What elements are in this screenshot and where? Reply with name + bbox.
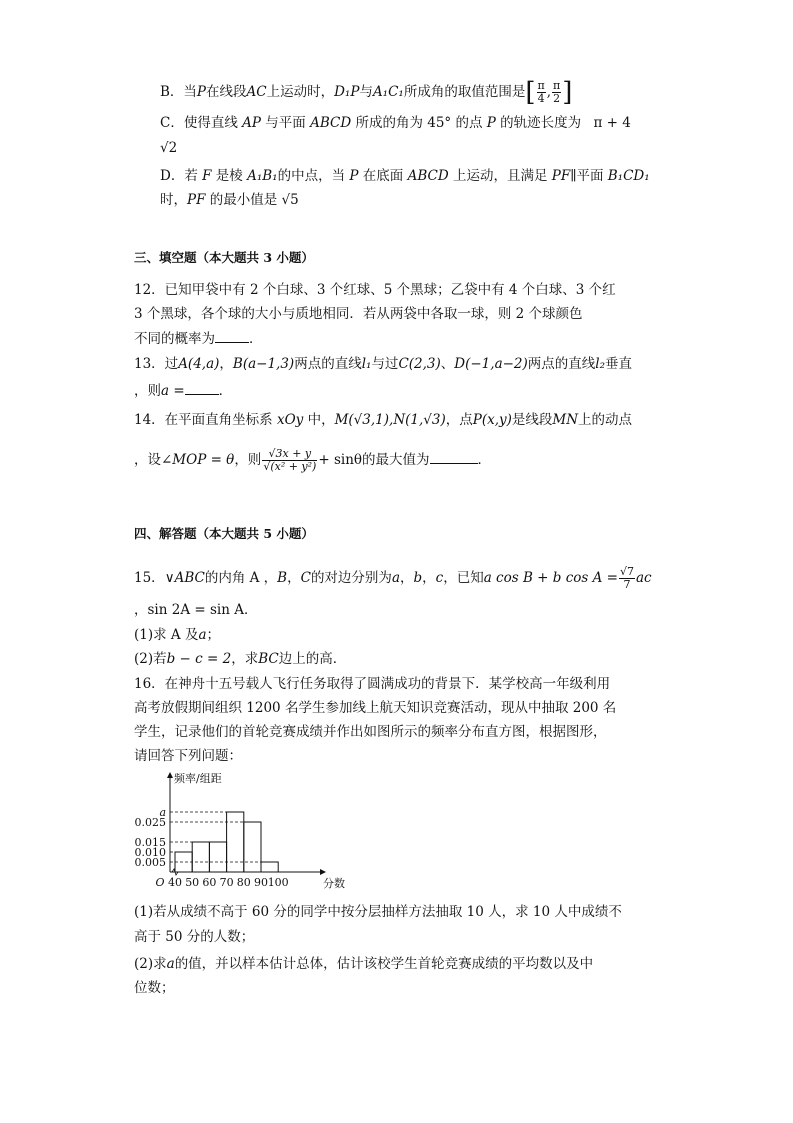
text: 上运动时， <box>266 84 335 100</box>
y-axis-arrow <box>167 772 173 778</box>
option-b: B．当P在线段AC上运动时，D₁P与A₁C₁所成角的取值范围是[ $\frac{\pi}{4}$ , $\frac{\pi}{2}$ ] <box>160 77 573 108</box>
answer-blank[interactable] <box>215 328 249 343</box>
line-d1p: D₁P <box>334 84 360 100</box>
edge-a1b1: A₁B₁ <box>247 168 278 184</box>
y-tick-label: 0.005 <box>134 856 166 869</box>
text: ∥平面 <box>570 168 604 184</box>
sqrt-2: √2 <box>160 140 178 156</box>
product-ac: ac <box>636 570 652 586</box>
y-axis-label: 频率/组距 <box>174 772 222 785</box>
var-a: a = <box>161 383 185 399</box>
right-bracket: ] <box>562 77 573 108</box>
text: ，已知 <box>443 570 484 586</box>
q15-part1 <box>134 625 220 645</box>
x-tick-label: 50 <box>185 876 200 889</box>
origin-label: O <box>155 876 165 889</box>
point-f: F <box>202 168 212 184</box>
text: ，点 <box>445 412 473 428</box>
text: ， <box>400 570 414 586</box>
section-3-title: 三、填空题（本大题共 3 小题） <box>134 250 314 265</box>
q15-part2 <box>134 649 346 669</box>
histogram-bar <box>244 822 261 872</box>
line-pf: PF <box>551 168 571 184</box>
text: 13．过 <box>134 356 179 372</box>
text: 的值，并以样本估计总体，估计该校学生首轮竞赛成绩的平均数以及中 <box>174 956 594 972</box>
point-p: P <box>349 168 359 184</box>
x-tick-label: 80 <box>236 876 251 889</box>
text: ， <box>422 570 436 586</box>
option-d <box>160 166 650 186</box>
fraction-pi-2 <box>552 80 561 105</box>
point-p: P(x,y) <box>472 412 512 428</box>
text: (1)求 A 及 <box>134 627 199 643</box>
q12-line2: 3 个黑球，各个球的大小与质地相同．若从两袋中各取一球，则 2 个球颜色 <box>134 306 583 322</box>
text: 上的动点 <box>578 412 633 428</box>
text: ． <box>477 452 492 468</box>
text: 14．在平面直角坐标系 <box>134 412 273 428</box>
condition: b − c = 2 <box>166 651 232 667</box>
histogram-bar <box>209 842 226 872</box>
numerator: √3x + y <box>262 448 317 461</box>
q14-line1 <box>134 410 632 430</box>
y-tick-label: 0.015 <box>134 836 166 849</box>
points-mn: M(√3,1),N(1,√3) <box>334 412 446 428</box>
numerator: √7 <box>619 565 634 578</box>
triangle-abc: ∨ABC <box>164 570 205 586</box>
text: ， <box>287 570 301 586</box>
answer-blank[interactable] <box>430 449 478 464</box>
angle-c: C <box>300 570 311 586</box>
option-d-cont <box>160 190 299 210</box>
text: 不同的概率为 <box>134 331 215 347</box>
text: ； <box>206 627 221 643</box>
text: 在底面 <box>362 168 404 184</box>
line-l1: l₁ <box>361 356 372 372</box>
segment-mn: MN <box>552 412 579 428</box>
denominator: 2 <box>553 92 561 105</box>
angle-b: B <box>277 570 288 586</box>
q13-line2 <box>134 380 232 401</box>
text: 的最小值是 <box>209 192 278 208</box>
line-a1c1: A₁C₁ <box>372 84 404 100</box>
point-a: A(4,a) <box>178 356 220 372</box>
plane-abcd: ABCD <box>407 168 449 184</box>
side-a: a <box>198 627 207 643</box>
option-b-label: B．当 <box>160 84 197 100</box>
text: 、 <box>440 356 455 372</box>
q12-line1: 12．已知甲袋中有 2 个白球、3 个红球、5 个黑球；乙袋中有 4 个白球、3 个红 <box>134 282 616 298</box>
answer-sqrt5: √5 <box>281 192 299 208</box>
side-bc: BC <box>258 651 279 667</box>
y-tick-label: 0.025 <box>134 816 166 829</box>
q15-line2: ，sin 2A = sin A． <box>134 602 258 618</box>
text: 上运动，且满足 <box>452 168 548 184</box>
text: 两点的直线 <box>527 356 596 372</box>
text: ，则 <box>234 452 262 468</box>
option-d-label: D．若 <box>160 168 198 184</box>
x-axis-arrow <box>320 869 326 875</box>
line-pf: PF <box>187 192 206 208</box>
text: 时， <box>160 192 187 208</box>
text: 是线段 <box>511 412 553 428</box>
q16-sub1a: (1)若从成绩不高于 60 分的同学中按分层抽样方法抽取 10 人，求 10 人中成绩不 <box>134 904 622 920</box>
q16-line3: 学生，记录他们的首轮竞赛成绩并作出如图所示的频率分布直方图，根据图形， <box>134 724 607 740</box>
text: ， <box>219 356 233 372</box>
text: ，设 <box>134 452 161 468</box>
histogram-bar <box>192 842 209 872</box>
var-a: a <box>166 956 175 972</box>
answer-value: π + 4 <box>593 115 631 131</box>
x-tick-label: 90 <box>254 876 268 889</box>
q16-line2: 高考放假期间组织 1200 名学生参加线上航天知识竞赛活动，现从中抽取 200 名 <box>134 700 617 716</box>
histogram-bar <box>227 812 244 872</box>
text: 所成的角为 45° 的点 <box>355 115 483 131</box>
x-tick-label: 60 <box>202 876 217 889</box>
text: (2)若 <box>134 651 167 667</box>
text: 的最大值为 <box>362 452 430 468</box>
denominator: √(x² + y²) <box>263 460 317 473</box>
point-p: P <box>486 115 496 131</box>
answer-blank[interactable] <box>185 380 219 395</box>
text: 中， <box>307 412 335 428</box>
coord-system: xOy <box>276 412 304 428</box>
text: 两点的直线 <box>294 356 362 372</box>
text: 的对边分别为 <box>310 570 392 586</box>
point-c: C(2,3) <box>398 356 441 372</box>
text: 在线段 <box>206 84 247 100</box>
text: 与平面 <box>265 115 306 131</box>
x-axis-label: 分数 <box>323 877 345 890</box>
q14-line2 <box>134 448 491 473</box>
x-tick-label: 40 <box>168 876 182 889</box>
option-c-cont <box>160 138 177 158</box>
section-4-title: 四、解答题（本大题共 5 小题） <box>134 526 314 541</box>
numerator: π <box>553 79 561 92</box>
left-bracket: [ <box>525 77 536 108</box>
q16-sub1b: 高于 50 分的人数； <box>134 929 255 945</box>
option-c <box>160 113 631 133</box>
side-b: b <box>413 570 423 586</box>
q13-line1 <box>134 354 632 374</box>
angle-mop: ∠MOP = θ <box>161 452 235 468</box>
q16-sub2a <box>134 954 593 974</box>
numerator: π <box>537 79 545 92</box>
text: 是棱 <box>215 168 243 184</box>
text: 垂直 <box>605 356 633 372</box>
plane-abcd: ABCD <box>310 115 352 131</box>
text: (2)求 <box>134 956 167 972</box>
x-tick-label: 70 <box>219 876 234 889</box>
fraction-expression <box>262 448 317 473</box>
q15-line1 <box>134 566 652 591</box>
fraction-sqrt7-7 <box>619 566 635 591</box>
x-tick-label: 100 <box>267 876 289 889</box>
point-b: B(a−1,3) <box>232 356 295 372</box>
option-c-label: C．使得直线 <box>160 115 238 131</box>
segment-ac: AC <box>246 84 267 100</box>
text: 的轨迹长度为 <box>500 115 582 131</box>
frequency-histogram <box>130 772 345 892</box>
histogram-bar <box>261 862 278 872</box>
point-p: P <box>196 84 207 100</box>
point-d: D(−1,a−2) <box>454 356 528 372</box>
side-c: c <box>435 570 444 586</box>
text: 的中点，当 <box>277 168 346 184</box>
text: ，求 <box>231 651 259 667</box>
text: ． <box>249 331 263 347</box>
y-tick-label: 0.010 <box>134 846 166 859</box>
text: 与 <box>359 84 373 100</box>
text: 15． <box>134 570 165 586</box>
equation: a cos B + b cos A = <box>483 570 618 586</box>
q12-line3 <box>134 328 263 349</box>
plus-sin: + sinθ <box>318 452 363 468</box>
q16-sub2b: 位数； <box>134 980 175 996</box>
denominator: 4 <box>537 92 545 105</box>
plane-b1cd1: B₁CD₁ <box>607 168 650 184</box>
q16-line1: 16．在神舟十五号载人飞行任务取得了圆满成功的背景下．某学校高一年级利用 <box>134 676 611 692</box>
text: 所成角的取值范围是 <box>403 84 526 100</box>
text: 与过 <box>371 356 399 372</box>
text: 的内角 A ， <box>204 570 278 586</box>
text: ． <box>218 383 233 399</box>
line-ap: AP <box>242 115 261 131</box>
text: ，则 <box>134 383 161 399</box>
fraction-pi-4 <box>537 80 546 105</box>
denominator: 7 <box>623 578 631 591</box>
line-l2: l₂ <box>595 356 606 372</box>
q16-line4: 请回答下列问题： <box>134 748 242 764</box>
text: 边上的高． <box>278 651 347 667</box>
y-tick-label: a <box>159 806 166 819</box>
side-a: a <box>391 570 400 586</box>
